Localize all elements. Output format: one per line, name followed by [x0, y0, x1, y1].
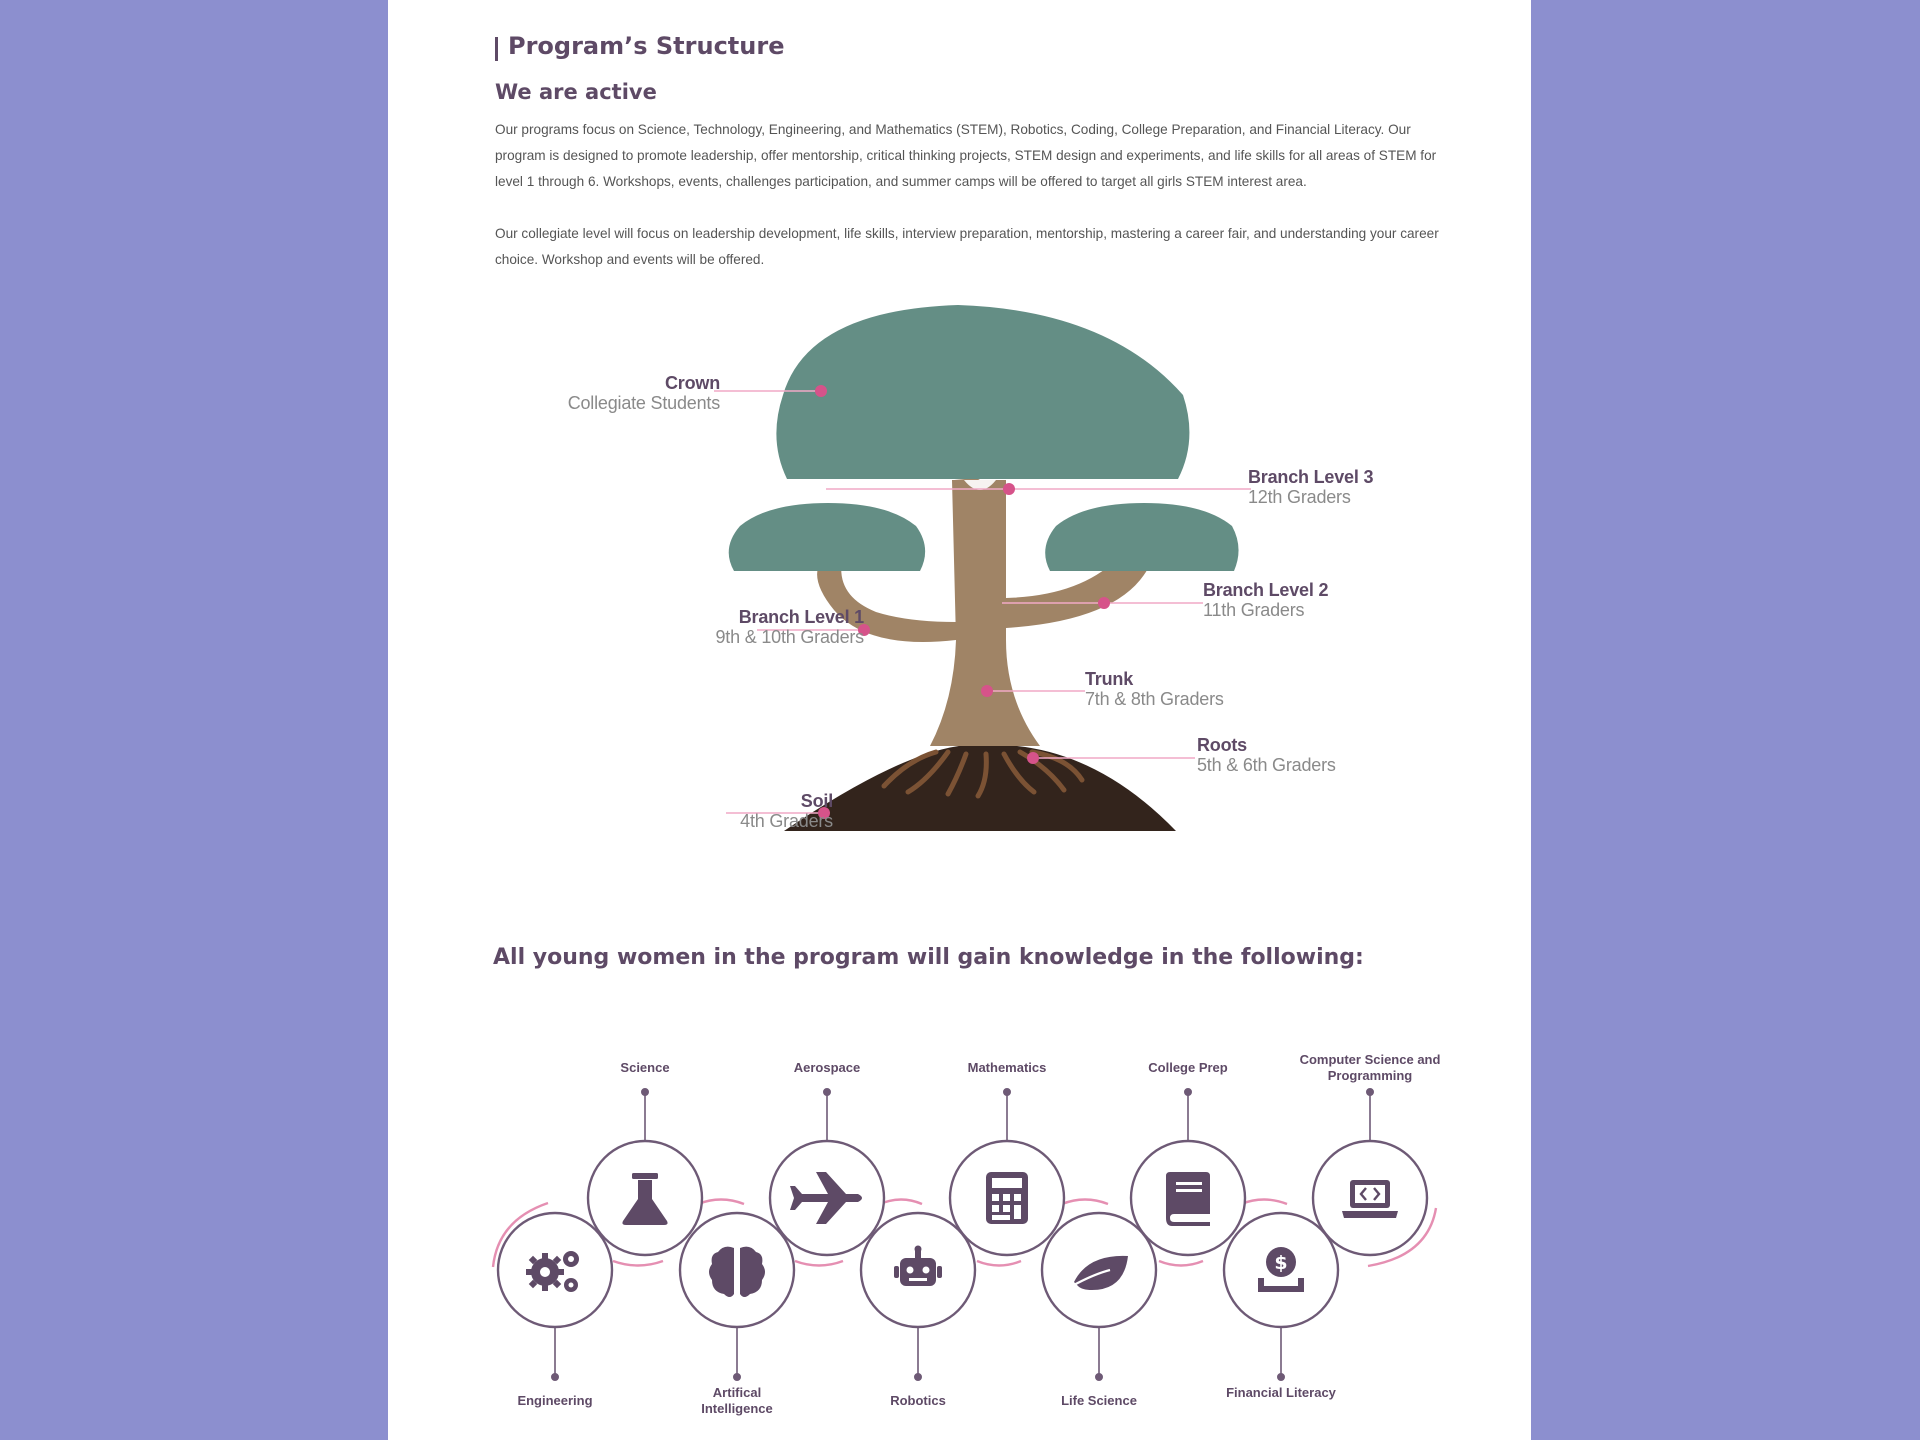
subject-mathematics: [950, 1141, 1064, 1255]
subject-aerospace: [770, 1141, 884, 1255]
svg-text:$: $: [1274, 1252, 1288, 1274]
subject-financial-literacy: [1224, 1213, 1338, 1327]
foliage-crown: [776, 305, 1189, 479]
intro-paragraph-1: Our programs focus on Science, Technology, Engineering, and Mathematics (STEM), Robotics, Coding, College Preparation, and Financial Literacy. Our program is designed to promote leadership, offer mentorship, critical thinking projects, STEM design and experiments, and life skills for all areas of STEM for level 1 through 6. Workshops, events, challenges participation, and summer camps will be offered to target all girls STEM interest area.: [495, 122, 1437, 189]
laptop-code-icon: [1342, 1180, 1398, 1218]
tree-label-trunk: [1085, 670, 1224, 710]
subject-label-robotics: Robotics: [890, 1393, 946, 1408]
tree-label-roots: [1197, 736, 1336, 776]
subject-label-ai: Artifical Intelligence: [701, 1385, 773, 1416]
subject-ai: [680, 1213, 794, 1327]
tree-label-desc: 7th & 8th Graders: [1085, 688, 1224, 709]
tree-label-branch-3: [1248, 468, 1373, 508]
tree-label-name: Soil: [800, 791, 833, 811]
knowledge-title: All young women in the program will gain knowledge in the following:: [493, 945, 1364, 970]
section-title: Program’s Structure: [508, 32, 785, 60]
subject-computer-science: [1313, 1141, 1427, 1255]
foliage-right: [1045, 503, 1238, 571]
section-subtitle: We are active: [495, 80, 657, 104]
subject-label-science: Science: [620, 1060, 670, 1075]
subject-label-computer-science: Computer Science and Programming: [1299, 1052, 1441, 1083]
subject-college-prep: [1131, 1141, 1245, 1255]
tree-label-branch-1: [716, 608, 865, 648]
foliage-left: [729, 503, 925, 571]
tree-label-desc: 12th Graders: [1248, 486, 1351, 507]
tree-label-name: Branch Level 1: [738, 607, 864, 627]
subject-robotics: [861, 1213, 975, 1327]
subject-label-mathematics: Mathematics: [967, 1060, 1047, 1075]
subject-life-science: [1042, 1213, 1156, 1327]
tree-label-name: Trunk: [1085, 669, 1134, 689]
subject-label-life-science: Life Science: [1061, 1393, 1137, 1408]
tree-label-name: Branch Level 3: [1248, 467, 1374, 487]
tree-label-name: Roots: [1197, 735, 1247, 755]
subject-label-college-prep: College Prep: [1148, 1060, 1228, 1075]
structure-tree-illustration: [388, 0, 1531, 1440]
tree-label-desc: 4th Graders: [740, 810, 833, 831]
tree-label-branch-2: [1203, 581, 1328, 621]
calculator-icon: [986, 1172, 1028, 1224]
tree-label-soil: [740, 792, 833, 832]
tree-label-name: Crown: [665, 373, 720, 393]
page-sheet: [388, 0, 1531, 1440]
subject-engineering: [498, 1213, 612, 1327]
tree-label-desc: 9th & 10th Graders: [715, 626, 864, 647]
subject-science: [588, 1141, 702, 1255]
intro-paragraph-2: Our collegiate level will focus on leadership development, life skills, interview preparation, mentorship, mastering a career fair, and understanding your career choice. Workshop and events will be offered.: [495, 226, 1439, 267]
tree-label-crown: [568, 374, 720, 414]
subject-label-engineering: Engineering: [517, 1393, 593, 1408]
tree-label-desc: 5th & 6th Graders: [1197, 754, 1336, 775]
tree-label-desc: Collegiate Students: [567, 392, 720, 413]
tree-label-desc: 11th Graders: [1203, 599, 1305, 620]
subject-label-aerospace: Aerospace: [793, 1060, 861, 1075]
subject-label-financial-literacy: Financial Literacy: [1226, 1385, 1336, 1400]
tree-label-name: Branch Level 2: [1203, 580, 1329, 600]
